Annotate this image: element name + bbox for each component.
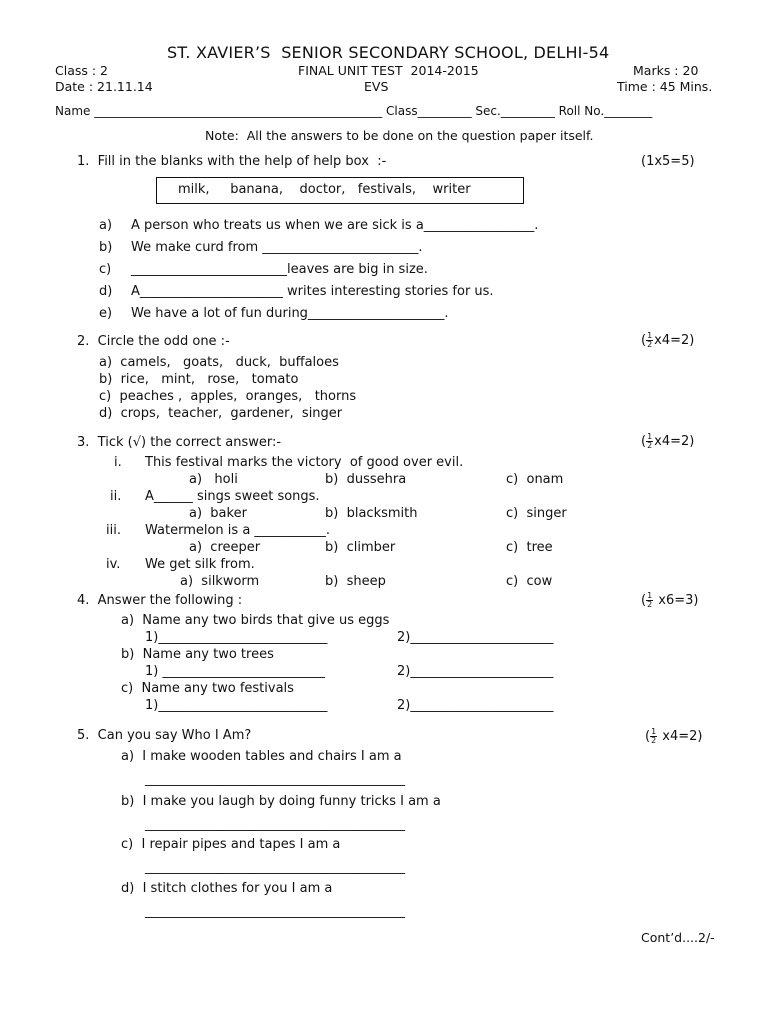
q5-answer-line: ________________________________________: [145, 772, 405, 787]
q5-item: b) I make you laugh by doing funny tricks I am a: [121, 794, 441, 809]
q3-option-a: a) baker: [189, 506, 247, 521]
q4-answer-2: 2)______________________: [397, 630, 554, 645]
q3-marks: ( $\frac{1}{2}$ x4=2): [641, 432, 695, 450]
q4-answer-1: 1)__________________________: [145, 630, 328, 645]
q2-title: 2. Circle the odd one :-: [77, 334, 230, 349]
q3-option-c: c) tree: [506, 540, 553, 555]
q3-option-b: b) blacksmith: [325, 506, 418, 521]
q4-question: b) Name any two trees: [121, 647, 274, 662]
q3-option-c: c) singer: [506, 506, 567, 521]
half-fraction: $\frac{1}{2}$: [647, 591, 653, 609]
q1-item-label: b): [99, 240, 113, 255]
q1-title: 1. Fill in the blanks with the help of help box :-: [77, 154, 387, 169]
q1-item-text: A person who treats us when we are sick is a_________________.: [131, 218, 539, 233]
q4-answer-2: 2)______________________: [397, 698, 554, 713]
q4-title: 4. Answer the following :: [77, 593, 243, 608]
help-box-words: milk, banana, doctor, festivals, writer: [178, 182, 471, 197]
q3-title: 3. Tick (√) the correct answer:-: [77, 435, 282, 450]
school-name: ST. XAVIER’S SENIOR SECONDARY SCHOOL, DELHI-54: [167, 43, 610, 62]
q1-item-text: A______________________ writes interesting stories for us.: [131, 284, 494, 299]
q3-question: Watermelon is a ___________.: [145, 523, 331, 538]
q3-question: We get silk from.: [145, 557, 255, 572]
half-fraction: $\frac{1}{2}$: [647, 432, 653, 450]
q3-item-number: i.: [114, 455, 122, 470]
q3-option-b: b) climber: [325, 540, 396, 555]
q1-marks: (1x5=5): [641, 154, 695, 169]
q5-answer-line: ________________________________________: [145, 904, 405, 919]
half-fraction: $\frac{1}{2}$: [647, 331, 653, 349]
class-label: Class : 2: [55, 63, 108, 78]
q1-item-text: We have a lot of fun during_____________________.: [131, 306, 449, 321]
q1-item-label: a): [99, 218, 113, 233]
q4-answer-1: 1) _________________________: [145, 664, 325, 679]
q4-answer-1: 1)__________________________: [145, 698, 328, 713]
q1-item-text: We make curd from ________________________.: [131, 240, 423, 255]
q3-item-number: iv.: [106, 557, 121, 572]
q5-answer-line: ________________________________________: [145, 860, 405, 875]
q3-option-c: c) onam: [506, 472, 564, 487]
q3-option-c: c) cow: [506, 574, 553, 589]
q5-item: d) I stitch clothes for you I am a: [121, 881, 333, 896]
note: Note: All the answers to be done on the question paper itself.: [205, 128, 594, 143]
test-title: FINAL UNIT TEST 2014-2015: [298, 63, 479, 78]
time-label: Time : 45 Mins.: [617, 79, 713, 94]
q2-item: d) crops, teacher, gardener, singer: [99, 406, 343, 421]
q4-question: a) Name any two birds that give us eggs: [121, 613, 390, 628]
q3-question: A______ sings sweet songs.: [145, 489, 320, 504]
q5-title: 5. Can you say Who I Am?: [77, 728, 252, 743]
q5-answer-line: ________________________________________: [145, 817, 405, 832]
q2-item: b) rice, mint, rose, tomato: [99, 372, 299, 387]
subject-label: EVS: [364, 79, 389, 94]
name-line: Name ________________________________________________ Class_________ Sec._________ Roll No.________: [55, 104, 653, 118]
q3-option-a: a) holi: [189, 472, 238, 487]
q3-option-b: b) dussehra: [325, 472, 407, 487]
q3-option-b: b) sheep: [325, 574, 386, 589]
q3-option-a: a) silkworm: [180, 574, 260, 589]
q3-item-number: ii.: [110, 489, 122, 504]
q4-question: c) Name any two festivals: [121, 681, 294, 696]
q4-answer-2: 2)______________________: [397, 664, 554, 679]
q2-item: a) camels, goats, duck, buffaloes: [99, 355, 339, 370]
date-label: Date : 21.11.14: [55, 79, 153, 94]
q2-marks: ( $\frac{1}{2}$ x4=2): [641, 331, 695, 349]
q5-item: c) I repair pipes and tapes I am a: [121, 837, 341, 852]
q4-marks: ( $\frac{1}{2}$ x6=3): [641, 591, 699, 609]
q1-item-label: e): [99, 306, 113, 321]
marks-label: Marks : 20: [633, 63, 699, 78]
continued-label: Cont’d....2/-: [641, 930, 715, 945]
q1-item-text: ________________________leaves are big in size.: [131, 262, 428, 277]
q3-question: This festival marks the victory of good over evil.: [145, 455, 464, 470]
q5-item: a) I make wooden tables and chairs I am a: [121, 749, 402, 764]
q1-item-label: c): [99, 262, 112, 277]
half-fraction: $\frac{1}{2}$: [651, 727, 657, 745]
q3-option-a: a) creeper: [189, 540, 261, 555]
q5-marks: ( $\frac{1}{2}$ x4=2): [645, 727, 703, 745]
q2-item: c) peaches , apples, oranges, thorns: [99, 389, 357, 404]
q1-item-label: d): [99, 284, 113, 299]
q3-item-number: iii.: [106, 523, 121, 538]
